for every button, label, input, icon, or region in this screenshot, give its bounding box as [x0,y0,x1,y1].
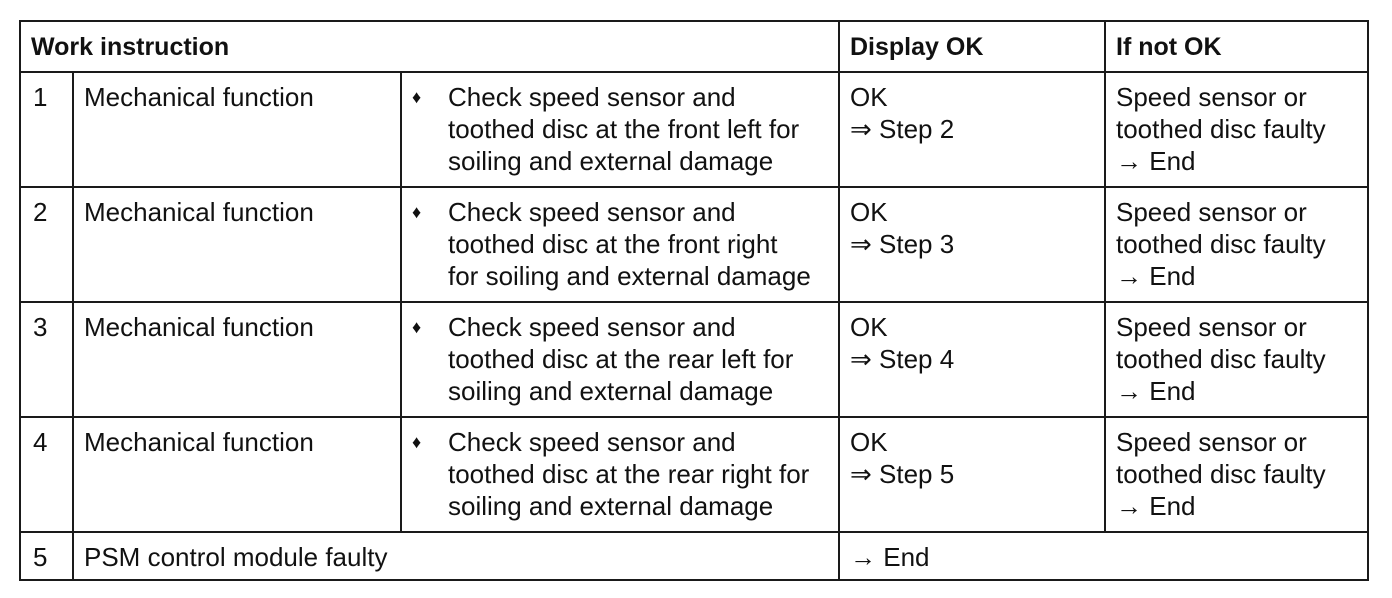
display-ok-cell [839,302,1105,417]
final-row-result: → End [839,532,1368,580]
check-line: toothed disc at the front left for [448,114,800,144]
work-instruction-table [19,20,1369,581]
if-not-ok-cell [1105,187,1368,302]
check-line: soiling and external damage [448,376,774,406]
header-work-instruction: Work instruction [20,21,839,72]
step-function: Mechanical function [73,72,401,187]
check-line: soiling and external damage [448,146,774,176]
if-not-ok-line: toothed disc faulty [1116,344,1326,374]
display-ok-cell [839,187,1105,302]
step-function: Mechanical function [73,187,401,302]
table-row-final [20,532,1368,580]
check-line: for soiling and external damage [448,261,811,291]
table-row [20,187,1368,302]
display-ok-line: OK [850,197,888,227]
display-ok-line: ⇒ Step 2 [850,114,955,144]
step-function: Mechanical function [73,417,401,532]
check-instruction [401,417,839,532]
if-not-ok-line: toothed disc faulty [1116,459,1326,489]
header-if-not-ok: If not OK [1105,21,1368,72]
diamond-bullet-icon: ♦ [412,87,422,107]
table-header-row [20,21,1368,72]
if-not-ok-cell [1105,72,1368,187]
display-ok-line: ⇒ Step 4 [850,344,955,374]
if-not-ok-cell [1105,302,1368,417]
display-ok-cell [839,72,1105,187]
display-ok-line: ⇒ Step 5 [850,459,955,489]
table-row [20,302,1368,417]
if-not-ok-line: → End [1116,146,1196,176]
if-not-ok-line: Speed sensor or [1116,82,1307,112]
if-not-ok-line: → End [1116,261,1196,291]
if-not-ok-cell [1105,417,1368,532]
check-line: toothed disc at the rear left for [448,344,794,374]
if-not-ok-line: Speed sensor or [1116,312,1307,342]
step-number: 2 [20,187,73,302]
check-instruction [401,187,839,302]
check-line: Check speed sensor and [448,197,736,227]
check-instruction [401,302,839,417]
if-not-ok-line: Speed sensor or [1116,427,1307,457]
table-row [20,72,1368,187]
step-number: 4 [20,417,73,532]
if-not-ok-line: → End [1116,376,1196,406]
display-ok-cell [839,417,1105,532]
check-line: soiling and external damage [448,491,774,521]
table-row [20,417,1368,532]
check-line: Check speed sensor and [448,427,736,457]
check-line: toothed disc at the rear right for [448,459,810,489]
step-number: 5 [20,532,73,580]
display-ok-line: OK [850,82,888,112]
check-instruction [401,72,839,187]
check-line: Check speed sensor and [448,312,736,342]
if-not-ok-line: toothed disc faulty [1116,229,1326,259]
step-number: 1 [20,72,73,187]
diamond-bullet-icon: ♦ [412,317,422,337]
if-not-ok-line: → End [1116,491,1196,521]
final-row-text: PSM control module faulty [73,532,839,580]
check-line: Check speed sensor and [448,82,736,112]
if-not-ok-line: toothed disc faulty [1116,114,1326,144]
check-line: toothed disc at the front right [448,229,778,259]
display-ok-line: ⇒ Step 3 [850,229,955,259]
step-number: 3 [20,302,73,417]
diamond-bullet-icon: ♦ [412,202,422,222]
diamond-bullet-icon: ♦ [412,432,422,452]
if-not-ok-line: Speed sensor or [1116,197,1307,227]
display-ok-line: OK [850,427,888,457]
step-function: Mechanical function [73,302,401,417]
display-ok-line: OK [850,312,888,342]
header-display-ok: Display OK [839,21,1105,72]
